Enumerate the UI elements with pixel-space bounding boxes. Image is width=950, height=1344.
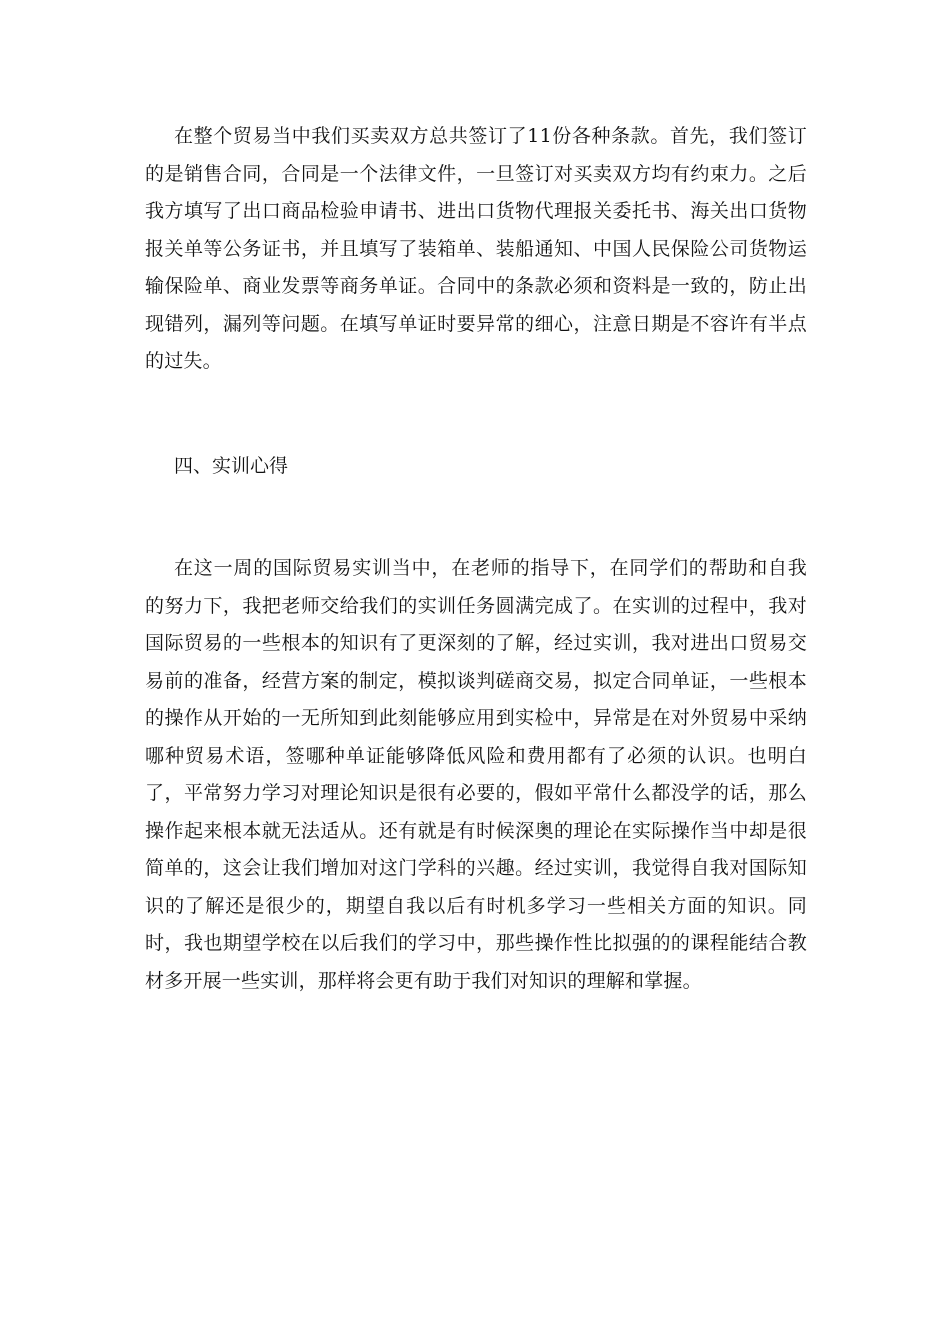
section-heading-training-reflections: 四、实训心得 [174, 455, 289, 477]
body-paragraph-trade-documents: 在整个贸易当中我们买卖双方总共签订了11份各种条款。首先，我们签订的是销售合同，合同是一个法律文件，一旦签订对买卖双方均有约束力。之后我方填写了出口商品检验申请书、进出口货物代理报关委托书、海关出口货物报关单等公务证书，并且填写了装箱单、装船通知、中国人民保险公司货物运输保险单、商业发票等商务单证。合同中的条款必须和资料是一致的，防止出现错列，漏列等问题。在填写单证时要异常的细心，注意日期是不容许有半点的过失。 [145, 125, 807, 372]
body-paragraph-training-reflections: 在这一周的国际贸易实训当中，在老师的指导下，在同学们的帮助和自我的努力下，我把老师交给我们的实训任务圆满完成了。在实训的过程中，我对国际贸易的一些根本的知识有了更深刻的了解，经过实训，我对进出口贸易交易前的准备，经营方案的制定，模拟谈判磋商交易，拟定合同单证，一些根本的操作从开始的一无所知到此刻能够应用到实检中，异常是在对外贸易中采纳哪种贸易术语，签哪种单证能够降低风险和费用都有了必须的认识。也明白了，平常努力学习对理论知识是很有必要的，假如平常什么都没学的话，那么操作起来根本就无法适从。还有就是有时候深奥的理论在实际操作当中却是很简单的，这会让我们增加对这门学科的兴趣。经过实训，我觉得自我对国际知识的了解还是很少的，期望自我以后有时机多学习一些相关方面的知识。同时，我也期望学校在以后我们的学习中，那些操作性比拟强的的课程能结合教材多开展一些实训，那样将会更有助于我们对知识的理解和掌握。 [145, 557, 807, 992]
